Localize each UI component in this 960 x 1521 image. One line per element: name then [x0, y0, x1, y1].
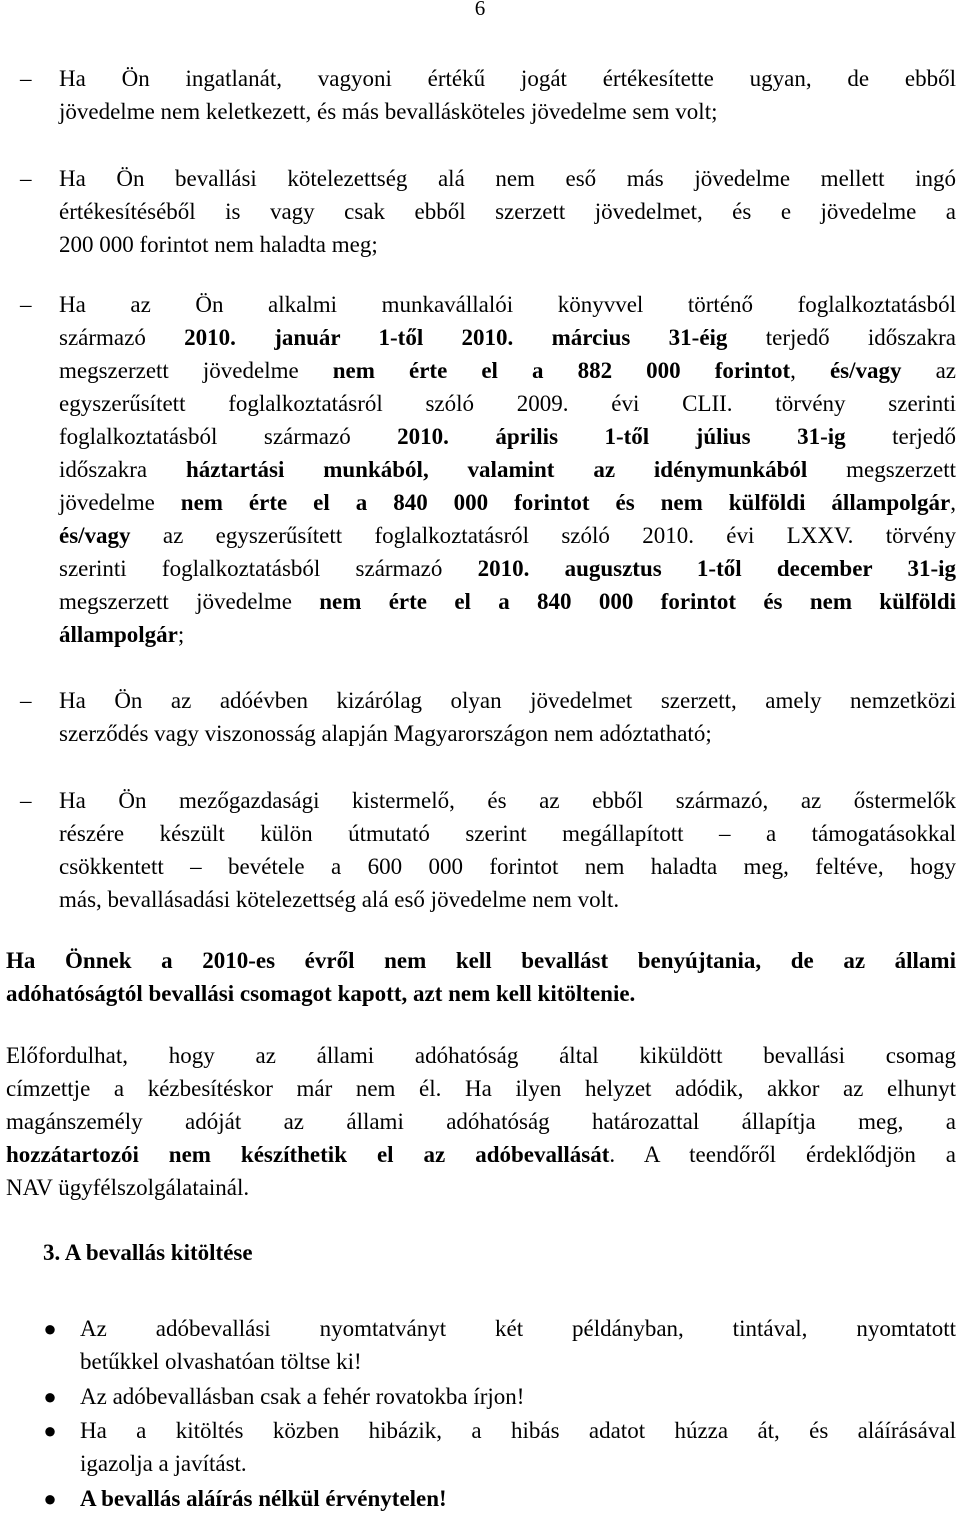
dash-marker: –: [20, 292, 32, 317]
text-line: időszakra háztartási munkából, valamint az idénymunkából megszerzett: [59, 457, 956, 482]
dash-item-text: [59, 784, 956, 916]
text-line: Az adóbevallási nyomtatványt két példányban, tintával, nyomtatott: [80, 1316, 956, 1341]
text-line: állampolgár;: [59, 622, 185, 647]
text-line: magánszemély adóját az állami adóhatóság határozattal állapítja meg, a: [6, 1109, 956, 1134]
page-number: 6: [474, 0, 486, 20]
bold-span: állampolgár: [59, 622, 178, 647]
text-line: címzettje a kézbesítéskor már nem él. Ha ilyen helyzet adódik, akkor az elhunyt: [6, 1076, 956, 1101]
bold-span: és/vagy: [829, 358, 902, 383]
text-line: adóhatóságtól bevallási csomagot kapott, azt nem kell kitöltenie.: [6, 981, 636, 1006]
bold-span: nem érte el a 840 000 forintot és nem külföldi: [319, 589, 956, 614]
text-line: igazolja a javítást.: [80, 1451, 247, 1476]
text-line: jövedelme nem keletkezett, és más bevallásköteles jövedelme sem volt;: [59, 99, 718, 124]
dash-marker: –: [20, 166, 32, 191]
bold-span: 2010. január 1-től 2010. március 31-éig: [184, 325, 728, 350]
text-line: megszerzett jövedelme nem érte el a 882 000 forintot, és/vagy az: [59, 358, 956, 383]
text-line: Ha Ön ingatlanát, vagyoni értékű jogát értékesítette ugyan, de ebből: [59, 66, 956, 91]
text-line: szerinti foglalkoztatásból származó 2010. augusztus 1-től december 31-ig: [59, 556, 956, 581]
text-line: más, bevallásadási kötelezettség alá eső jövedelme nem volt.: [59, 887, 620, 912]
bullet-marker: ●: [43, 1316, 57, 1341]
text-line: hozzátartozói nem készíthetik el az adóbevallását. A teendőről érdeklődjön a: [6, 1142, 956, 1167]
text-line: Az adóbevallásban csak a fehér rovatokba írjon!: [80, 1384, 525, 1409]
bold-span: hozzátartozói nem készíthetik el az adóbevallását: [6, 1142, 610, 1167]
bullet-item-text: [80, 1380, 956, 1413]
text-line: csökkentett – bevétele a 600 000 forintot nem haladta meg, feltéve, hogy: [59, 854, 956, 879]
text-line: NAV ügyfélszolgálatainál.: [6, 1175, 250, 1200]
text-line: szerződés vagy viszonosság alapján Magyarországon nem adóztatható;: [59, 721, 712, 746]
text-line: Ha Ön bevallási kötelezettség alá nem eső más jövedelme mellett ingó: [59, 166, 956, 191]
text-line: részére készült külön útmutató szerint megállapított – a támogatásokkal: [59, 821, 956, 846]
bullet-item-text: [80, 1312, 956, 1378]
dash-marker: –: [20, 688, 32, 713]
text-line: Ha Ön mezőgazdasági kistermelő, és az ebből származó, az őstermelők: [59, 788, 956, 813]
section-heading: 3. A bevallás kitöltése: [43, 1240, 253, 1265]
text-line: Ha Ön az adóévben kizárólag olyan jövedelmet szerzett, amely nemzetközi: [59, 688, 956, 713]
text-line: Ha az Ön alkalmi munkavállalói könyvvel történő foglalkoztatásból: [59, 292, 956, 317]
text-line: betűkkel olvashatóan töltse ki!: [80, 1349, 362, 1374]
deceased-paragraph: [6, 1039, 956, 1204]
dash-item-text: [59, 162, 956, 261]
bullet-item-text: [80, 1482, 956, 1515]
text-line: megszerzett jövedelme nem érte el a 840 000 forintot és nem külföldi: [59, 589, 956, 614]
text-line: származó 2010. január 1-től 2010. március 31-éig terjedő időszakra: [59, 325, 956, 350]
bold-span: nem érte el a 840 000 forintot és nem külföldi állampolgár: [180, 490, 951, 515]
dash-item-text: [59, 62, 956, 128]
bold-span: 2010. április 1-től július 31-ig: [397, 424, 846, 449]
text-line: Ha Önnek a 2010-es évről nem kell bevallást benyújtania, de az állami: [6, 948, 956, 973]
bold-span: nem érte el a 882 000 forintot: [332, 358, 791, 383]
text-line: és/vagy az egyszerűsített foglalkoztatásról szóló 2010. évi LXXV. törvény: [59, 523, 956, 548]
text-line: jövedelme nem érte el a 840 000 forintot és nem külföldi állampolgár,: [59, 490, 957, 515]
bold-notice-paragraph: [6, 944, 956, 1010]
text-line: értékesítéséből is vagy csak ebből szerzett jövedelmet, és e jövedelme a: [59, 199, 956, 224]
text-line: A bevallás aláírás nélkül érvénytelen!: [80, 1486, 447, 1511]
bullet-item-text: [80, 1414, 956, 1480]
dash-marker: –: [20, 66, 32, 91]
text-line: Ha a kitöltés közben hibázik, a hibás adatot húzza át, és aláírásával: [80, 1418, 956, 1443]
bullet-marker: ●: [43, 1486, 57, 1511]
text-line: Előfordulhat, hogy az állami adóhatóság által kiküldött bevallási csomag: [6, 1043, 956, 1068]
bullet-marker: ●: [43, 1418, 57, 1443]
bold-span: háztartási munkából, valamint az idénymunkából: [186, 457, 808, 482]
dash-item-text: [59, 288, 956, 651]
bullet-marker: ●: [43, 1384, 57, 1409]
dash-marker: –: [20, 788, 32, 813]
bold-span: 2010. augusztus 1-től december 31-ig: [477, 556, 956, 581]
text-line: egyszerűsített foglalkoztatásról szóló 2009. évi CLII. törvény szerinti: [59, 391, 956, 416]
dash-item-text: [59, 684, 956, 750]
text-line: foglalkoztatásból származó 2010. április 1-től július 31-ig terjedő: [59, 424, 956, 449]
bold-span: és/vagy: [59, 523, 131, 548]
text-line: 200 000 forintot nem haladta meg;: [59, 232, 378, 257]
